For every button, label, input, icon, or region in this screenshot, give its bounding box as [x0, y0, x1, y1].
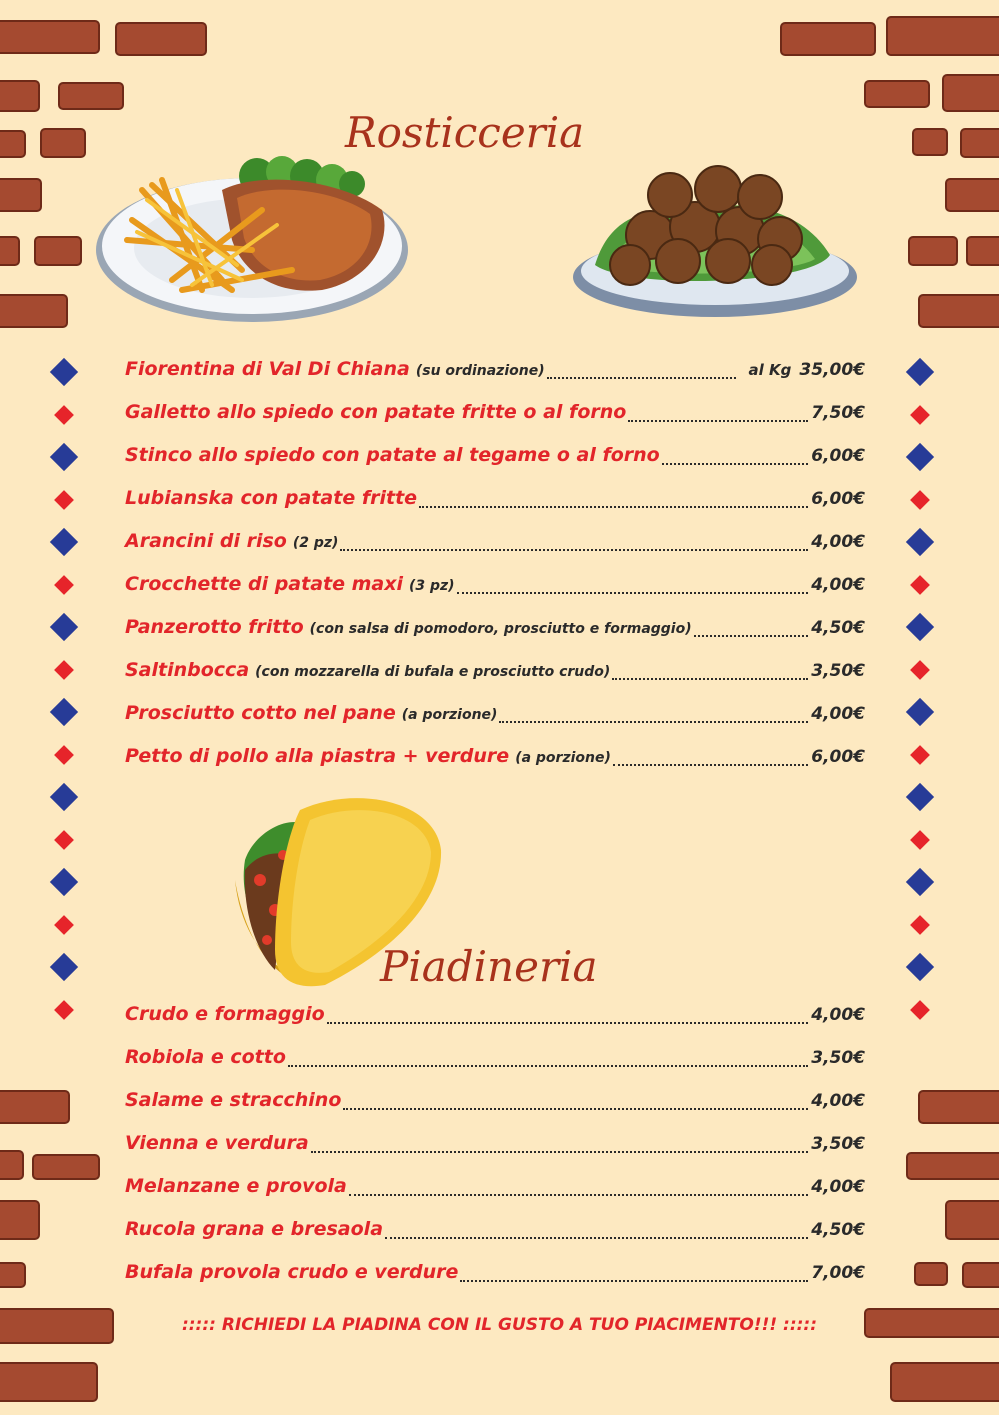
item-name: Rucola grana e bresaola [125, 1218, 384, 1240]
blue-diamond [906, 783, 934, 811]
menu-item-row [125, 1175, 865, 1205]
blue-diamond [906, 358, 934, 386]
item-price: 4,50€ [811, 1220, 865, 1240]
item-name: Panzerotto fritto [125, 616, 304, 638]
item-price: 3,50€ [811, 661, 865, 681]
dot-leader [612, 676, 808, 680]
dot-leader [385, 1235, 808, 1239]
dot-leader [419, 504, 808, 508]
menu-item-row [125, 1046, 865, 1076]
brick [906, 1152, 999, 1180]
blue-diamond [906, 613, 934, 641]
brick [780, 22, 876, 56]
brick [886, 16, 999, 56]
item-name: Saltinbocca [125, 659, 250, 681]
brick [918, 294, 999, 328]
red-diamond [910, 1000, 930, 1020]
menu-item-row [125, 401, 865, 431]
blue-diamond [906, 953, 934, 981]
item-price: 3,50€ [811, 1048, 865, 1068]
menu-item-row [125, 487, 865, 517]
menu-item-row [125, 1218, 865, 1248]
item-price: 3,50€ [811, 1134, 865, 1154]
menu-item-row [125, 659, 865, 689]
menu-item-row [125, 358, 865, 388]
brick [942, 74, 999, 112]
brick [0, 178, 42, 212]
dot-leader [628, 418, 808, 422]
dot-leader [547, 375, 736, 379]
item-name: Crudo e formaggio [125, 1003, 325, 1025]
dot-leader [457, 590, 809, 594]
red-diamond [910, 660, 930, 680]
brick [0, 80, 40, 112]
blue-diamond [906, 698, 934, 726]
item-name: Galletto allo spiedo con patate fritte o al forno [125, 401, 627, 423]
brick [908, 236, 958, 266]
menu-item-row [125, 530, 865, 560]
dot-leader [311, 1149, 808, 1153]
dot-leader [288, 1063, 808, 1067]
item-name: Stinco allo spiedo con patate al tegame o al forno [125, 444, 660, 466]
blue-diamond [906, 868, 934, 896]
rosticceria-menu-list [125, 353, 865, 783]
brick [58, 82, 124, 110]
brick [115, 22, 207, 56]
item-price: 4,00€ [811, 575, 865, 595]
brick [962, 1262, 999, 1288]
dot-leader [460, 1278, 808, 1282]
menu-item-row [125, 1132, 865, 1162]
red-diamond [54, 575, 74, 595]
footer-note: ::::: RICHIEDI LA PIADINA CON IL GUSTO A TUO PIACIMENTO!!! ::::: [181, 1315, 818, 1335]
meatballs-plate-illustration [570, 155, 860, 325]
item-price: 6,00€ [811, 446, 865, 466]
item-note: (2 pz) [292, 535, 339, 551]
blue-diamond [50, 953, 78, 981]
item-name: Robiola e cotto [125, 1046, 286, 1068]
blue-diamond [50, 613, 78, 641]
dot-leader [613, 762, 808, 766]
brick [0, 130, 26, 158]
item-price: 4,00€ [811, 704, 865, 724]
menu-item-row [125, 745, 865, 775]
item-price: 7,00€ [811, 1263, 865, 1283]
red-diamond [54, 830, 74, 850]
blue-diamond [906, 443, 934, 471]
brick [40, 128, 86, 158]
blue-diamond [50, 443, 78, 471]
brick [34, 236, 82, 266]
menu-item-row [125, 1003, 865, 1033]
item-note: (con mozzarella di bufala e prosciutto crudo) [255, 664, 611, 680]
red-diamond [54, 745, 74, 765]
item-name: Melanzane e provola [125, 1175, 347, 1197]
red-diamond [910, 745, 930, 765]
brick [0, 236, 20, 266]
dot-leader [694, 633, 809, 637]
dot-leader [343, 1106, 808, 1110]
item-note: (a porzione) [515, 750, 611, 766]
item-name: Arancini di riso [125, 530, 287, 552]
menu-item-row [125, 1261, 865, 1291]
item-name: Salame e stracchino [125, 1089, 342, 1111]
brick [914, 1262, 948, 1286]
item-price: 35,00€ [799, 360, 865, 380]
item-name: Fiorentina di Val Di Chiana [125, 358, 410, 380]
piadineria-menu-list [125, 1003, 865, 1303]
item-price: 7,50€ [811, 403, 865, 423]
dot-leader [662, 461, 809, 465]
item-note: (su ordinazione) [415, 363, 545, 379]
dot-leader [340, 547, 808, 551]
blue-diamond [50, 868, 78, 896]
item-price: 4,00€ [811, 1005, 865, 1025]
item-name: Bufala provola crudo e verdure [125, 1261, 459, 1283]
dot-leader [499, 719, 808, 723]
brick [945, 1200, 999, 1240]
blue-diamond [50, 783, 78, 811]
brick [0, 20, 100, 54]
item-unit: al Kg [748, 361, 792, 379]
red-diamond [910, 490, 930, 510]
red-diamond [910, 575, 930, 595]
menu-item-row [125, 616, 865, 646]
brick [0, 1200, 40, 1240]
brick [912, 128, 948, 156]
item-name: Lubianska con patate fritte [125, 487, 418, 509]
brick [0, 1150, 24, 1180]
item-price: 4,00€ [811, 532, 865, 552]
item-note: (con salsa di pomodoro, prosciutto e formaggio) [309, 621, 692, 637]
item-name: Prosciutto cotto nel pane [125, 702, 396, 724]
brick [966, 236, 999, 266]
dot-leader [349, 1192, 808, 1196]
brick [0, 1090, 70, 1124]
red-diamond [54, 1000, 74, 1020]
brick [960, 128, 999, 158]
blue-diamond [906, 528, 934, 556]
plate-chicken-fries-illustration [92, 150, 412, 330]
red-diamond [910, 405, 930, 425]
red-diamond [54, 660, 74, 680]
brick [890, 1362, 999, 1402]
brick [0, 294, 68, 328]
item-name: Crocchette di patate maxi [125, 573, 403, 595]
item-note: (a porzione) [401, 707, 498, 723]
dot-leader [327, 1020, 809, 1024]
brick [0, 1362, 98, 1402]
red-diamond [910, 830, 930, 850]
menu-item-row [125, 1089, 865, 1119]
red-diamond [54, 915, 74, 935]
item-name: Vienna e verdura [125, 1132, 309, 1154]
item-price: 4,00€ [811, 1091, 865, 1111]
piadineria-title: Piadineria [380, 942, 598, 991]
brick [0, 1262, 26, 1288]
red-diamond [910, 915, 930, 935]
red-diamond [54, 490, 74, 510]
menu-item-row [125, 444, 865, 474]
item-price: 6,00€ [811, 489, 865, 509]
item-name: Petto di pollo alla piastra + verdure [125, 745, 510, 767]
menu-item-row [125, 702, 865, 732]
item-price: 4,50€ [811, 618, 865, 638]
brick [864, 80, 930, 108]
brick [32, 1154, 100, 1180]
menu-item-row [125, 573, 865, 603]
brick [945, 178, 999, 212]
blue-diamond [50, 358, 78, 386]
item-price: 4,00€ [811, 1177, 865, 1197]
rosticceria-title: Rosticceria [345, 108, 585, 157]
item-price: 6,00€ [811, 747, 865, 767]
blue-diamond [50, 528, 78, 556]
red-diamond [54, 405, 74, 425]
item-note: (3 pz) [409, 578, 455, 594]
blue-diamond [50, 698, 78, 726]
brick [918, 1090, 999, 1124]
